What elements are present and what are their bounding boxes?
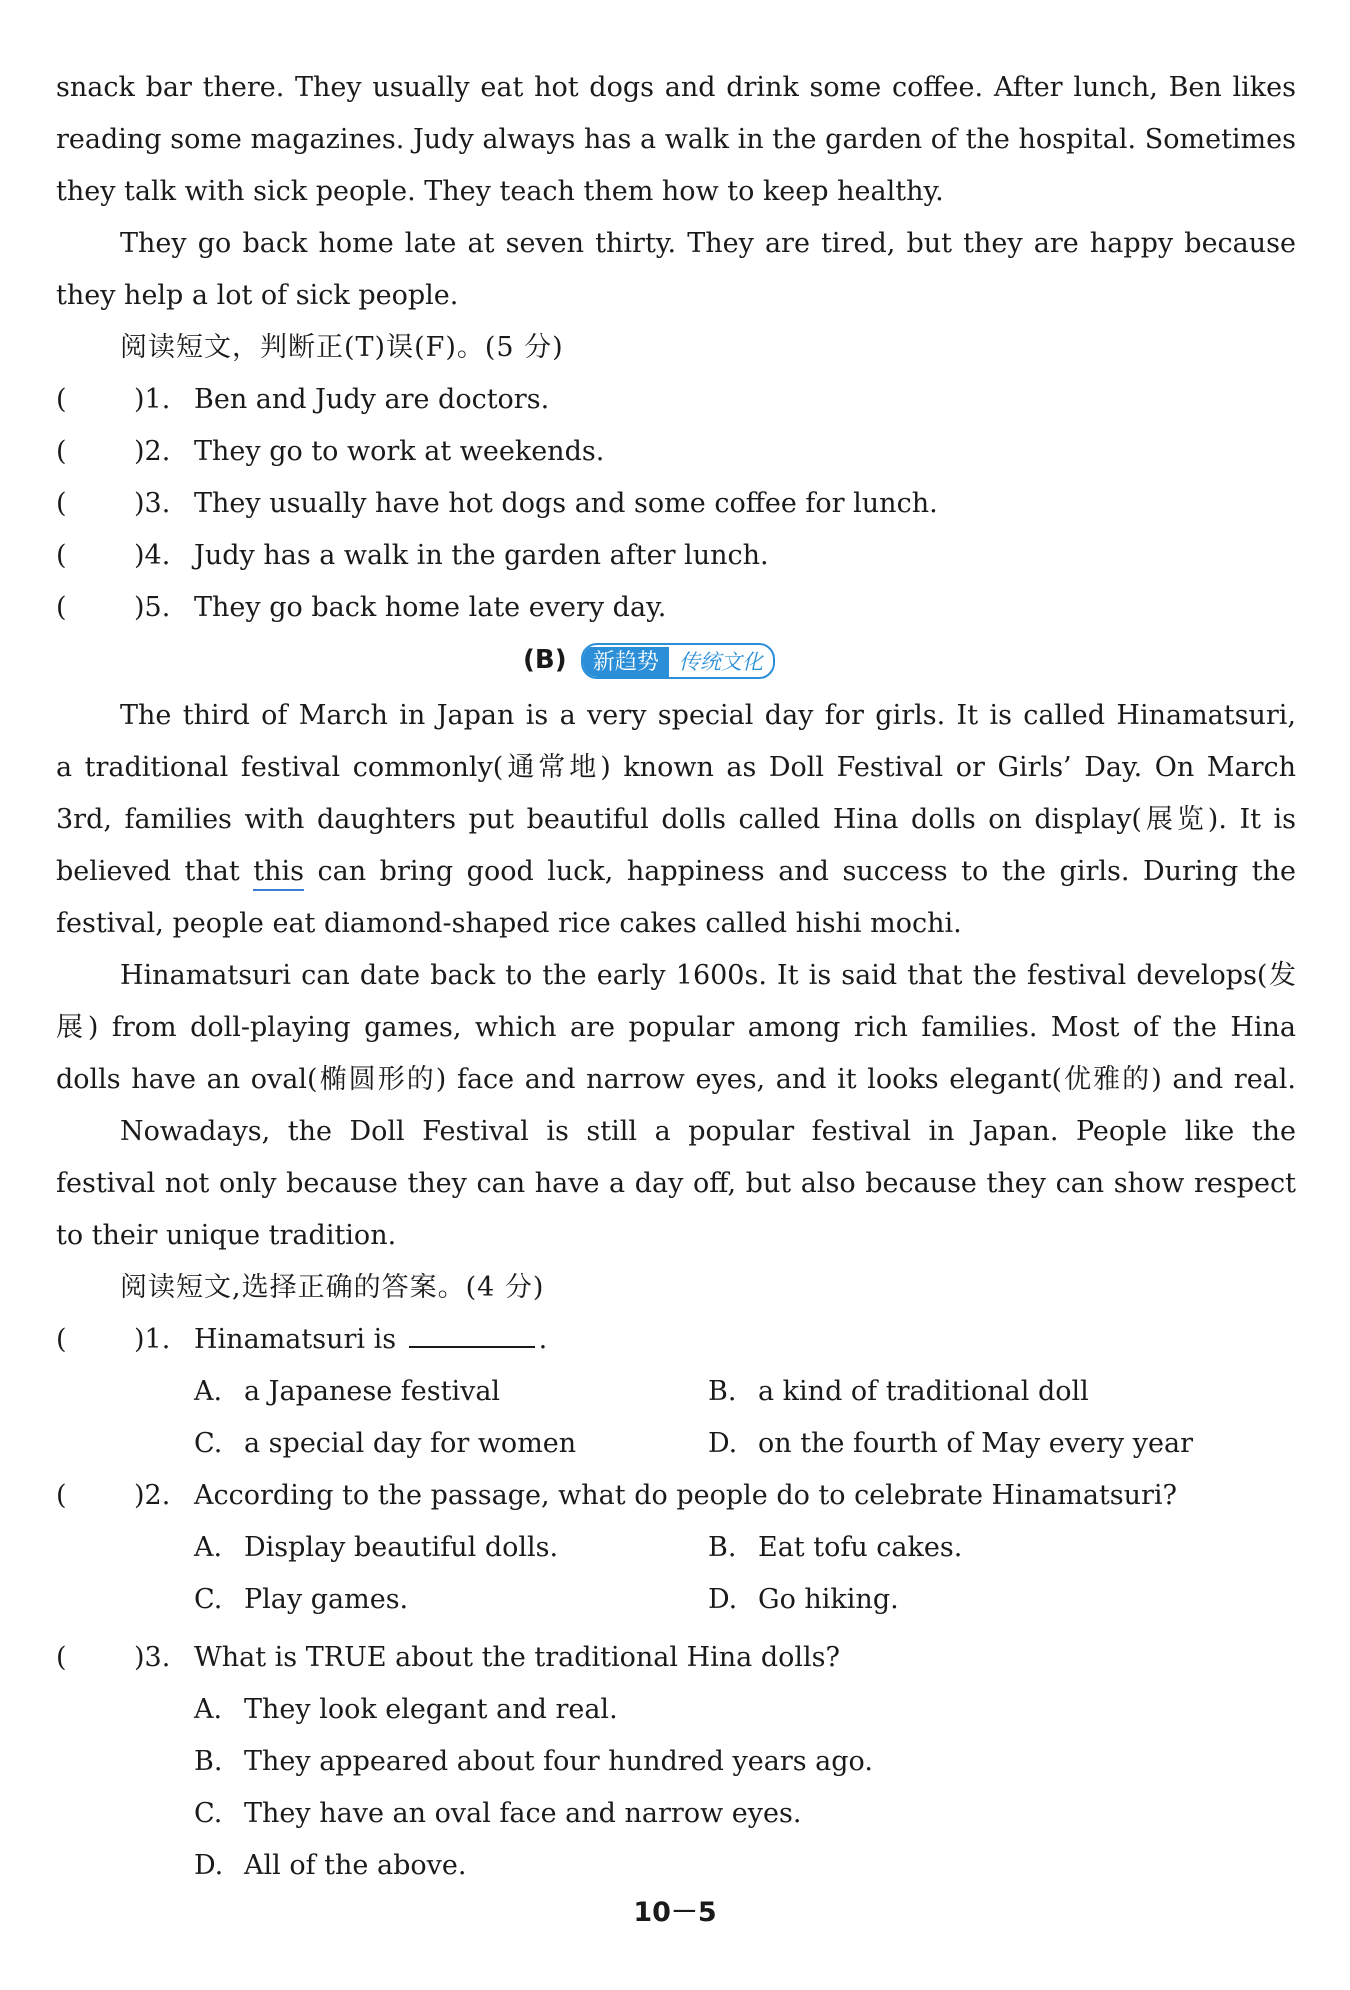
- section-b-label: (B): [523, 645, 567, 675]
- option-c[interactable]: C. They have an oval face and narrow eyes.: [194, 1798, 802, 1829]
- passage-b-line: 展) from doll-playing games, which are popular among rich families. Most of the Hina: [56, 1012, 1296, 1043]
- page-number: 10－5: [633, 1897, 717, 1928]
- option-c[interactable]: C. a special day for women: [194, 1428, 577, 1459]
- question-number: )2.: [134, 436, 171, 467]
- answer-paren[interactable]: (: [56, 1480, 67, 1511]
- question-text: What is TRUE about the traditional Hina dolls?: [194, 1642, 840, 1673]
- question-number: )1.: [134, 1324, 171, 1355]
- question-number: )3.: [134, 1642, 171, 1673]
- answer-blank[interactable]: [409, 1324, 535, 1348]
- option-b[interactable]: B. Eat tofu cakes.: [708, 1532, 963, 1563]
- text-segment: believed that: [56, 856, 254, 887]
- underlined-word-this: this: [253, 856, 304, 891]
- trend-tag-main: 新趋势: [583, 647, 669, 679]
- question-number: )2.: [134, 1480, 171, 1511]
- passage-a-line: they talk with sick people. They teach them how to keep healthy.: [56, 176, 944, 207]
- answer-paren[interactable]: (: [56, 592, 67, 623]
- question-number: )1.: [134, 384, 171, 415]
- passage-b-line: a traditional festival commonly(通常地) known as Doll Festival or Girls’ Day. On March: [56, 752, 1296, 783]
- answer-paren[interactable]: (: [56, 540, 67, 571]
- passage-b-line: to their unique tradition.: [56, 1220, 397, 1251]
- question-number: )3.: [134, 488, 171, 519]
- answer-paren[interactable]: (: [56, 1324, 67, 1355]
- question-number: )5.: [134, 592, 171, 623]
- option-d[interactable]: D. All of the above.: [194, 1850, 467, 1881]
- answer-paren[interactable]: (: [56, 1642, 67, 1673]
- option-a[interactable]: A. They look elegant and real.: [194, 1694, 618, 1725]
- mc-instruction: 阅读短文,选择正确的答案。(4 分): [120, 1272, 545, 1303]
- option-b[interactable]: B. They appeared about four hundred years ago.: [194, 1746, 873, 1777]
- passage-b-line: 3rd, families with daughters put beautiful dolls called Hina dolls on display(展览). It is: [56, 804, 1296, 835]
- passage-a-line: they help a lot of sick people.: [56, 280, 459, 311]
- option-d[interactable]: D. on the fourth of May every year: [708, 1428, 1193, 1459]
- text-segment: can bring good luck, happiness and success to the girls. During the: [304, 856, 1296, 887]
- question-number: )4.: [134, 540, 171, 571]
- passage-a-line: reading some magazines. Judy always has a walk in the garden of the hospital. Sometimes: [56, 124, 1296, 155]
- question-text: Ben and Judy are doctors.: [194, 384, 550, 415]
- option-b[interactable]: B. a kind of traditional doll: [708, 1376, 1089, 1407]
- passage-b-line: festival not only because they can have a day off, but also because they can show respect: [56, 1168, 1296, 1199]
- passage-b-line: festival, people eat diamond-shaped rice cakes called hishi mochi.: [56, 908, 962, 939]
- trend-tag: [581, 643, 775, 679]
- section-b-header: [523, 640, 775, 680]
- option-a[interactable]: A. a Japanese festival: [194, 1376, 501, 1407]
- passage-b-line: The third of March in Japan is a very special day for girls. It is called Hinamatsuri,: [120, 700, 1296, 731]
- trend-tag-sub: 传统文化: [678, 650, 763, 674]
- option-a[interactable]: A. Display beautiful dolls.: [194, 1532, 559, 1563]
- answer-paren[interactable]: (: [56, 384, 67, 415]
- passage-b-line: Hinamatsuri can date back to the early 1600s. It is said that the festival develops(发: [120, 960, 1296, 991]
- question-text: According to the passage, what do people do to celebrate Hinamatsuri?: [194, 1480, 1178, 1511]
- passage-a-line: They go back home late at seven thirty. They are tired, but they are happy because: [120, 228, 1296, 259]
- option-d[interactable]: D. Go hiking.: [708, 1584, 899, 1615]
- tf-instruction: 阅读短文，判断正(T)误(F)。(5 分): [120, 332, 564, 363]
- question-text: They usually have hot dogs and some coffee for lunch.: [194, 488, 938, 519]
- answer-paren[interactable]: (: [56, 488, 67, 519]
- passage-a-line: snack bar there. They usually eat hot dogs and drink some coffee. After lunch, Ben likes: [56, 72, 1296, 103]
- option-c[interactable]: C. Play games.: [194, 1584, 409, 1615]
- passage-b-line: [56, 846, 1296, 898]
- question-text: Hinamatsuri is .: [194, 1324, 548, 1355]
- passage-b-line: Nowadays, the Doll Festival is still a popular festival in Japan. People like the: [120, 1116, 1296, 1147]
- question-text: Judy has a walk in the garden after lunch.: [194, 540, 769, 571]
- question-text: They go to work at weekends.: [194, 436, 605, 467]
- answer-paren[interactable]: (: [56, 436, 67, 467]
- passage-b-line: dolls have an oval(椭圆形的) face and narrow eyes, and it looks elegant(优雅的) and real.: [56, 1064, 1296, 1095]
- question-text: They go back home late every day.: [194, 592, 667, 623]
